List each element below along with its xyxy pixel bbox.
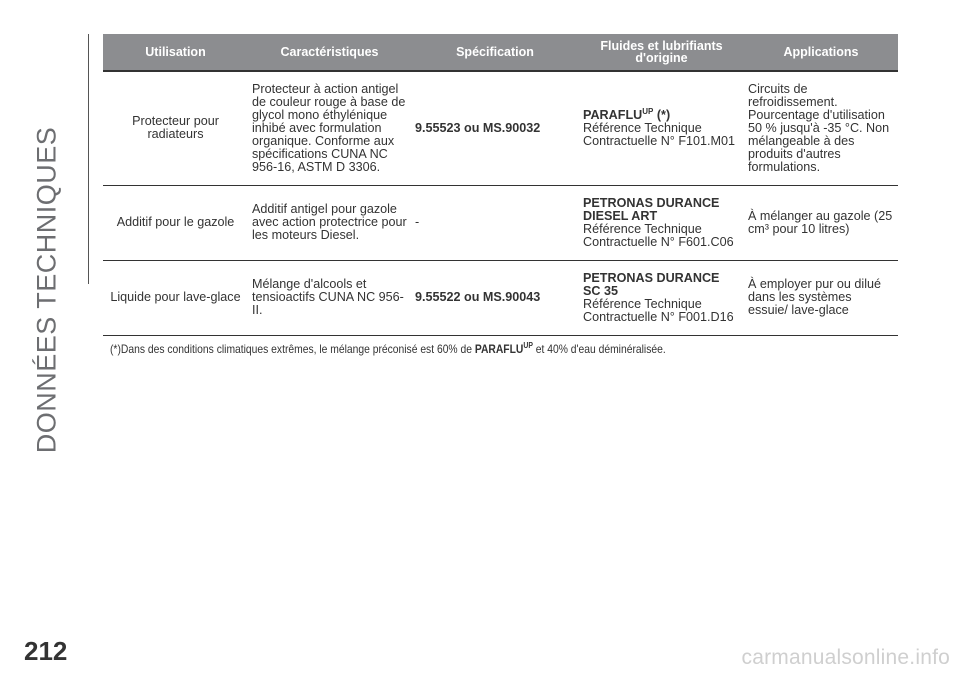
product-reference: Référence Technique Contractuelle N° F001.D16: [583, 296, 734, 324]
section-side-title: DONNÉES TECHNIQUES: [31, 126, 62, 454]
product-name: $PARAFLU^{UP}$ (*): [583, 106, 671, 122]
cell-usage: Additif pour le gazole: [103, 185, 248, 260]
header-applications: Applications: [744, 34, 898, 71]
table-row: [103, 71, 898, 185]
cell-specification: -: [411, 185, 579, 260]
cell-characteristics: Mélange d'alcools et tensioactifs CUNA NC 956-II.: [248, 260, 411, 335]
cell-characteristics: Additif antigel pour gazole avec action protectrice pour les moteurs Diesel.: [248, 185, 411, 260]
product-name: PETRONAS DURANCE SC 35: [583, 270, 720, 298]
watermark-text: carmanualsonline.info: [741, 646, 950, 669]
cell-application: Circuits de refroidissement. Pourcentage d'utilisation 50 % jusqu'à -35 °C. Non mélangeable à des produits d'autres formulations.: [744, 71, 898, 185]
product-name: PETRONAS DURANCE DIESEL ART: [583, 195, 720, 223]
page-number: 212: [24, 636, 68, 666]
cell-application: À employer pur ou dilué dans les systèmes essuie/ lave-glace: [744, 260, 898, 335]
cell-specification: 9.55523 ou MS.90032: [411, 71, 579, 185]
header-characteristics: Caractéristiques: [248, 34, 411, 71]
cell-specification: 9.55522 ou MS.90043: [411, 260, 579, 335]
product-reference: Référence Technique Contractuelle N° F601.C06: [583, 221, 734, 249]
table-row: [103, 260, 898, 335]
table-header-row: [103, 34, 898, 71]
cell-application: À mélanger au gazole (25 cm³ pour 10 litres): [744, 185, 898, 260]
header-fluids: Fluides et lubrifiants d'origine: [579, 34, 744, 71]
fluids-spec-table: [103, 34, 898, 336]
header-usage: Utilisation: [103, 34, 248, 71]
cell-usage: Protecteur pour radiateurs: [103, 71, 248, 185]
side-divider: [88, 34, 89, 284]
cell-fluid: [579, 260, 744, 335]
header-specification: Spécification: [411, 34, 579, 71]
footnote-product: $PARAFLU^{UP}$: [474, 341, 533, 356]
cell-fluid: [579, 185, 744, 260]
table-footnote: (*)Dans des conditions climatiques extrêmes, le mélange préconisé est 60% de $PARAFLU^{UP}$ et 40% d'eau déminéralisée.: [110, 341, 666, 356]
cell-usage: Liquide pour lave-glace: [103, 260, 248, 335]
table-row: [103, 185, 898, 260]
cell-characteristics: Protecteur à action antigel de couleur rouge à base de glycol mono éthylénique inhibé avec formulation organique. Conforme aux spécifications CUNA NC 956-16, ASTM D 3306.: [248, 71, 411, 185]
product-reference: Référence Technique Contractuelle N° F101.M01: [583, 120, 736, 148]
cell-fluid: [579, 71, 744, 185]
